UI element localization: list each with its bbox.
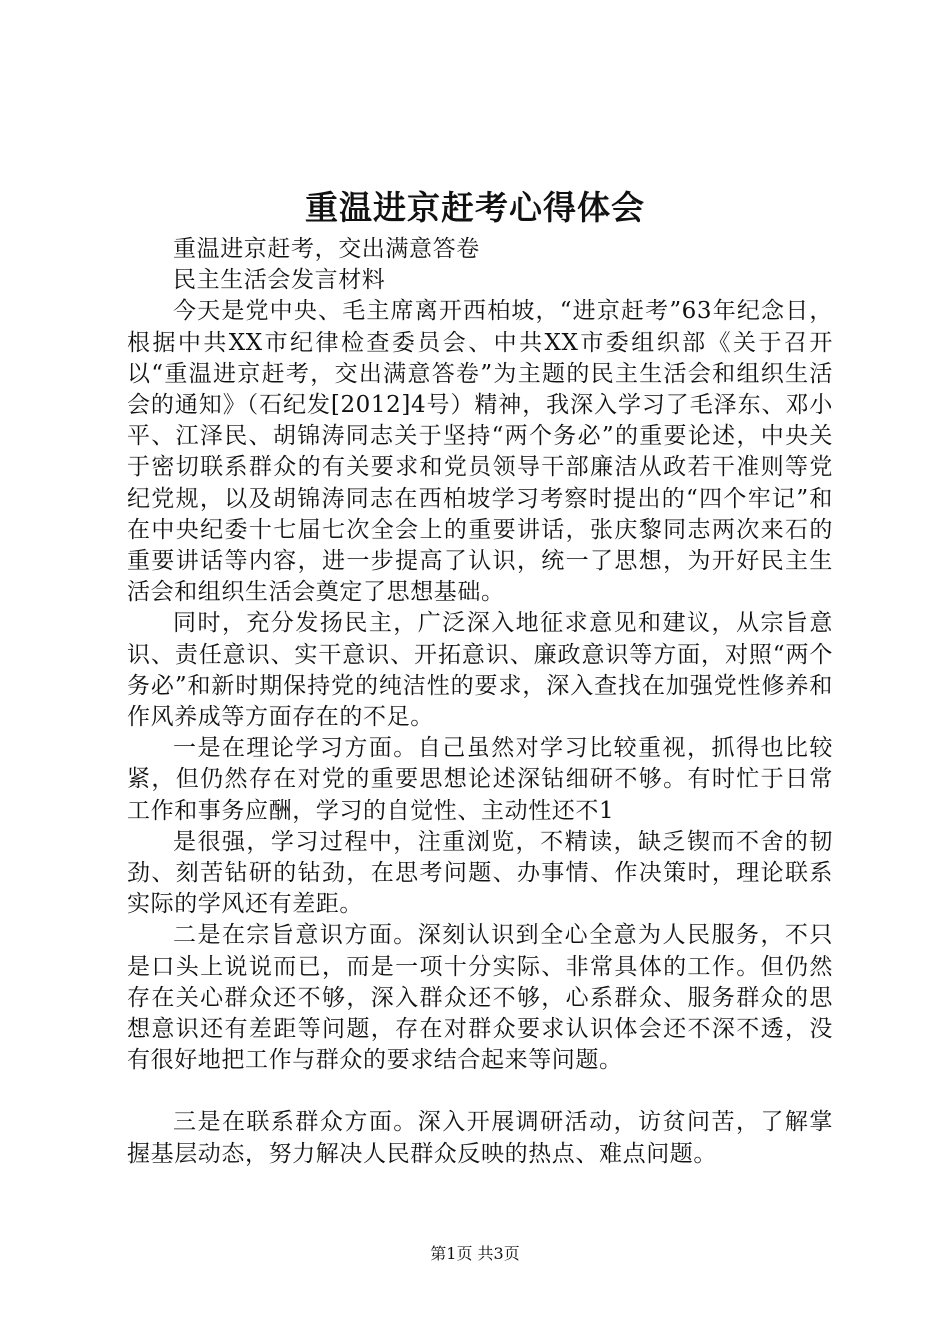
body-paragraph: 二是在宗旨意识方面。深刻认识到全心全意为人民服务，不只是口头上说说而已，而是一项十分实际、非常具体的工作。但仍然存在关心群众还不够，深入群众还不够，心系群众、服务群众的思想意识还有差距等问题，存在对群众要求认识体会还不深不透，没有很好地把工作与群众的要求结合起来等问题。 bbox=[127, 922, 833, 1074]
material-label: 民主生活会发言材料 bbox=[173, 267, 386, 294]
body-paragraph: 三是在联系群众方面。深入开展调研活动，访贫问苦，了解掌握基层动态，努力解决人民群众反映的热点、难点问题。 bbox=[127, 1109, 833, 1167]
body-paragraph: 今天是党中央、毛主席离开西柏坡，“进京赶考”63年纪念日，根据中共XX市纪律检查委员会、中共XX市委组织部《关于召开以“重温进京赶考，交出满意答卷”为主题的民主生活会和组织生活会的通知》（石纪发[2012]4号）精神，我深入学习了毛泽东、邓小平、江泽民、胡锦涛同志关于坚持“两个务必”的重要论述，中央关于密切联系群众的有关要求和党员领导干部廉洁从政若干准则等党纪党规，以及胡锦涛同志在西柏坡学习考察时提出的“四个牢记”和在中央纪委十七届七次全会上的重要讲话，张庆黎同志两次来石的重要讲话等内容，进一步提高了认识，统一了思想，为开好民主生活会和组织生活会奠定了思想基础。 bbox=[127, 298, 833, 606]
document-body bbox=[127, 234, 833, 1170]
body-paragraph: 是很强，学习过程中，注重浏览，不精读，缺乏锲而不舍的韧劲、刻苦钻研的钻劲，在思考问题、办事情、作决策时，理论联系实际的学风还有差距。 bbox=[127, 828, 833, 918]
body-paragraph: 同时，充分发扬民主，广泛深入地征求意见和建议，从宗旨意识、责任意识、实干意识、开拓意识、廉政意识等方面，对照“两个务必”和新时期保持党的纯洁性的要求，深入查找在加强党性修养和作风养成等方面存在的不足。 bbox=[127, 610, 833, 731]
document-title: 重温进京赶考心得体会 bbox=[305, 188, 645, 227]
page-footer: 第1页 共3页 bbox=[430, 1244, 520, 1263]
body-paragraph: 一是在理论学习方面。自己虽然对学习比较重视，抓得也比较紧，但仍然存在对党的重要思想论述深钻细研不够。有时忙于日常工作和事务应酬，学习的自觉性、主动性还不1 bbox=[127, 735, 833, 824]
subtitle-line: 重温进京赶考，交出满意答卷 bbox=[173, 236, 480, 262]
